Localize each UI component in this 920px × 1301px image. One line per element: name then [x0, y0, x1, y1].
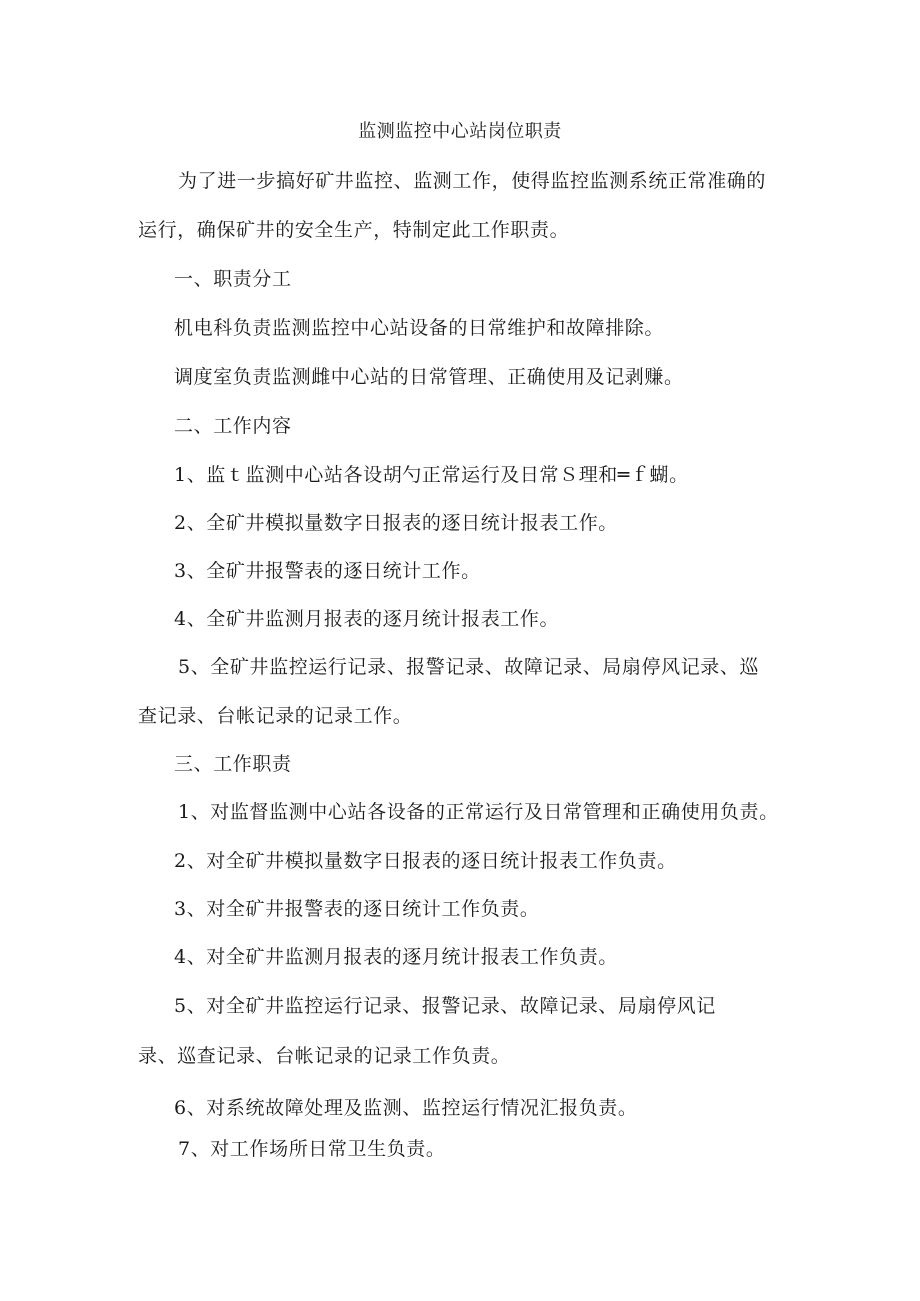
section-2-item-5-line-1: 5、全矿井监控运行记录、报警记录、故障记录、局扇停风记录、巡 [178, 656, 760, 678]
section-2-item-3: 3、全矿井报警表的逐日统计工作。 [174, 560, 481, 582]
section-1-heading: 一、职责分工 [174, 268, 292, 290]
section-2-item-2: 2、全矿井模拟量数字日报表的逐日统计报表工作。 [174, 512, 618, 534]
section-3-item-3: 3、对全矿井报警表的逐日统计工作负责。 [174, 898, 540, 920]
section-3-item-6: 6、对系统故障处理及监测、监控运行情况汇报负责。 [174, 1097, 638, 1119]
section-3-item-5-line-1: 5、对全矿井监控运行记录、报警记录、故障记录、局扇停风记 [174, 995, 716, 1017]
section-3-item-1: 1、对监督监测中心站各设备的正常运行及日常管理和正确使用负责。 [178, 801, 779, 823]
section-3-heading: 三、工作职责 [174, 753, 292, 775]
intro-line-2: 运行，确保矿井的安全生产，特制定此工作职责。 [138, 219, 570, 241]
section-2-heading: 二、工作内容 [174, 415, 292, 437]
section-2-item-4: 4、全矿井监测月报表的逐月统计报表工作。 [174, 608, 560, 630]
section-3-item-4: 4、对全矿井监测月报表的逐月统计报表工作负责。 [174, 946, 618, 968]
section-1-item-1: 机电科负责监测监控中心站设备的日常维护和故障排除。 [174, 317, 665, 339]
section-3-item-5-line-2: 录、巡查记录、台帐记录的记录工作负责。 [138, 1045, 511, 1067]
section-3-item-7: 7、对工作场所日常卫生负责。 [178, 1138, 446, 1160]
intro-line-1: 为了进一步搞好矿井监控、监测工作，使得监控监测系统正常准确的 [178, 170, 767, 192]
section-2-item-1: 1、监ｔ监测中心站各设胡勺正常运行及日常Ｓ理和═ｆ蝴。 [174, 464, 689, 486]
section-1-item-2: 调度室负责监测雌中心站的日常管理、正确使用及记剥赚。 [174, 366, 684, 388]
section-3-item-2: 2、对全矿井模拟量数字日报表的逐日统计报表工作负责。 [174, 850, 677, 872]
document-title: 监测监控中心站岗位职责 [358, 121, 562, 142]
section-2-item-5-line-2: 查记录、台帐记录的记录工作。 [138, 705, 413, 727]
